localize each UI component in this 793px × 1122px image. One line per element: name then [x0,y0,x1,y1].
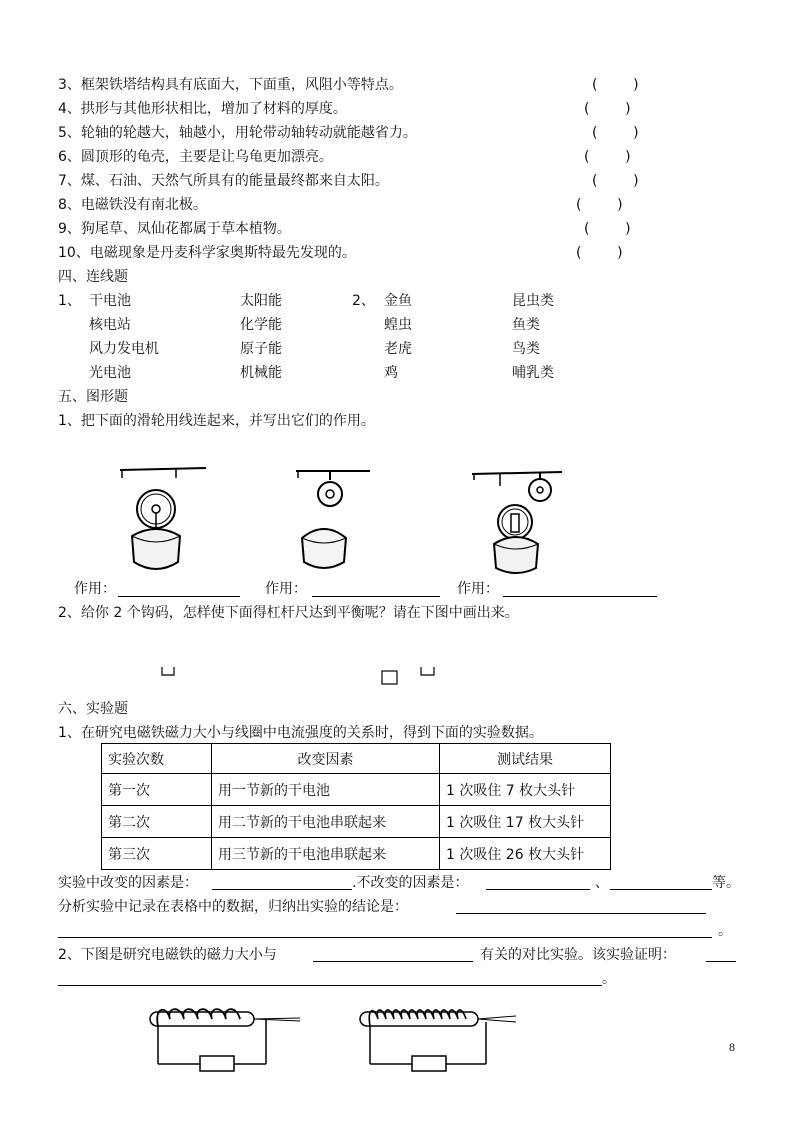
table-cell: 用三节新的干电池串联起来 [212,838,440,870]
match2-left-item[interactable]: 蝗虫 [384,317,412,333]
tf-answer-3[interactable]: ( ) [592,77,639,93]
conclusion-label: 分析实验中记录在表格中的数据，归纳出实验的结论是： [58,899,408,915]
pulley-diagram-3 [470,464,570,579]
table-cell: 第二次 [102,806,212,838]
blank-tail: 等。 [712,875,740,891]
matching-2-number: 2、 [352,293,375,309]
table-row [102,806,611,838]
experiment-question-1: 1、在研究电磁铁磁力大小与线圈中电流强度的关系时，得到下面的实验数据。 [58,725,543,741]
use-label-1: 作用： [74,581,116,597]
changed-factor-blank[interactable] [212,889,352,890]
match2-right-item[interactable]: 鸟类 [512,341,540,357]
match1-left-item[interactable]: 光电池 [89,365,131,381]
tf-answer-9[interactable]: ( ) [584,221,631,237]
table-cell: 用一节新的干电池 [212,774,440,806]
table-cell: 第一次 [102,774,212,806]
use-label-3: 作用： [457,581,499,597]
use-answer-2[interactable] [312,596,440,597]
tf-item-6: 6、圆顶形的龟壳，主要是让乌龟更加漂亮。 [58,149,333,165]
unchanged-factor-label: .不改变的因素是： [352,875,469,891]
table-row [102,838,611,870]
match1-right-item[interactable]: 机械能 [240,365,282,381]
lever-question: 2、给你 2 个钩码，怎样使下面得杠杆尺达到平衡呢？请在下图中画出来。 [58,605,519,621]
match1-left-item[interactable]: 干电池 [89,293,131,309]
tf-item-4: 4、拱形与其他形状相比，增加了材料的厚度。 [58,101,347,117]
table-header: 改变因素 [212,744,440,774]
table-header: 实验次数 [102,744,212,774]
q2-factor-blank[interactable] [313,961,473,962]
q2-period: 。 [602,971,616,987]
electromagnet-diagram-2 [354,1004,524,1079]
experiment-table [101,743,611,870]
matching-1-number: 1、 [58,293,81,309]
conclusion-blank-1[interactable] [456,913,706,914]
tf-item-5: 5、轮轴的轮越大，轴越小，用轮带动轴转动就能越省力。 [58,125,417,141]
table-row [102,774,611,806]
tf-answer-6[interactable]: ( ) [584,149,631,165]
use-answer-3[interactable] [503,596,657,597]
tf-answer-4[interactable]: ( ) [584,101,631,117]
electromagnet-diagram-1 [146,1004,306,1079]
match1-right-item[interactable]: 化学能 [240,317,282,333]
tf-item-9: 9、狗尾草、凤仙花都属于草本植物。 [58,221,291,237]
q2-proof-blank-1[interactable] [706,961,736,962]
tf-answer-7[interactable]: ( ) [592,173,639,189]
lever-diagram[interactable] [150,665,450,689]
unchanged-factor-blank-2[interactable] [610,889,712,890]
experiment-question-2: 2、下图是研究电磁铁的磁力大小与 [58,947,277,963]
section-4-title: 四、连线题 [58,269,128,285]
experiment-question-2-mid: 有关的对比实验。该实验证明： [480,947,676,963]
match2-left-item[interactable]: 鸡 [384,365,398,381]
tf-item-10: 10、电磁现象是丹麦科学家奥斯特最先发现的。 [58,245,356,261]
table-cell: 1 次吸住 17 枚大头针 [440,806,611,838]
tf-item-7: 7、煤、石油、天然气所具有的能量最终都来自太阳。 [58,173,389,189]
blank-separator: 、 [595,875,609,891]
tf-item-8: 8、电磁铁没有南北极。 [58,197,207,213]
section-6-title: 六、实验题 [58,701,128,717]
use-label-2: 作用： [265,581,307,597]
table-cell: 第三次 [102,838,212,870]
tf-item-3: 3、框架铁塔结构具有底面大，下面重，风阻小等特点。 [58,77,403,93]
page-number: 8 [729,1040,735,1054]
match2-left-item[interactable]: 老虎 [384,341,412,357]
match2-right-item[interactable]: 鱼类 [512,317,540,333]
use-answer-1[interactable] [118,596,240,597]
conclusion-blank-2[interactable] [58,937,712,938]
match2-right-item[interactable]: 昆虫类 [512,293,554,309]
changed-factor-label: 实验中改变的因素是： [58,875,198,891]
match1-right-item[interactable]: 太阳能 [240,293,282,309]
section-5-title: 五、图形题 [58,389,128,405]
unchanged-factor-blank-1[interactable] [486,889,590,890]
table-cell: 1 次吸住 7 枚大头针 [440,774,611,806]
table-header: 测试结果 [440,744,611,774]
tf-answer-10[interactable]: ( ) [576,245,623,261]
pulley-diagram-2 [294,464,374,579]
match1-left-item[interactable]: 核电站 [89,317,131,333]
match1-right-item[interactable]: 原子能 [240,341,282,357]
pulley-question: 1、把下面的滑轮用线连起来，并写出它们的作用。 [58,413,375,429]
pulley-diagram-1 [118,464,208,579]
match1-left-item[interactable]: 风力发电机 [89,341,159,357]
table-cell: 1 次吸住 26 枚大头针 [440,838,611,870]
table-cell: 用二节新的干电池串联起来 [212,806,440,838]
conclusion-period: 。 [718,923,732,939]
tf-answer-5[interactable]: ( ) [592,125,639,141]
match2-left-item[interactable]: 金鱼 [384,293,412,309]
match2-right-item[interactable]: 哺乳类 [512,365,554,381]
q2-proof-blank-2[interactable] [58,985,602,986]
tf-answer-8[interactable]: ( ) [576,197,623,213]
